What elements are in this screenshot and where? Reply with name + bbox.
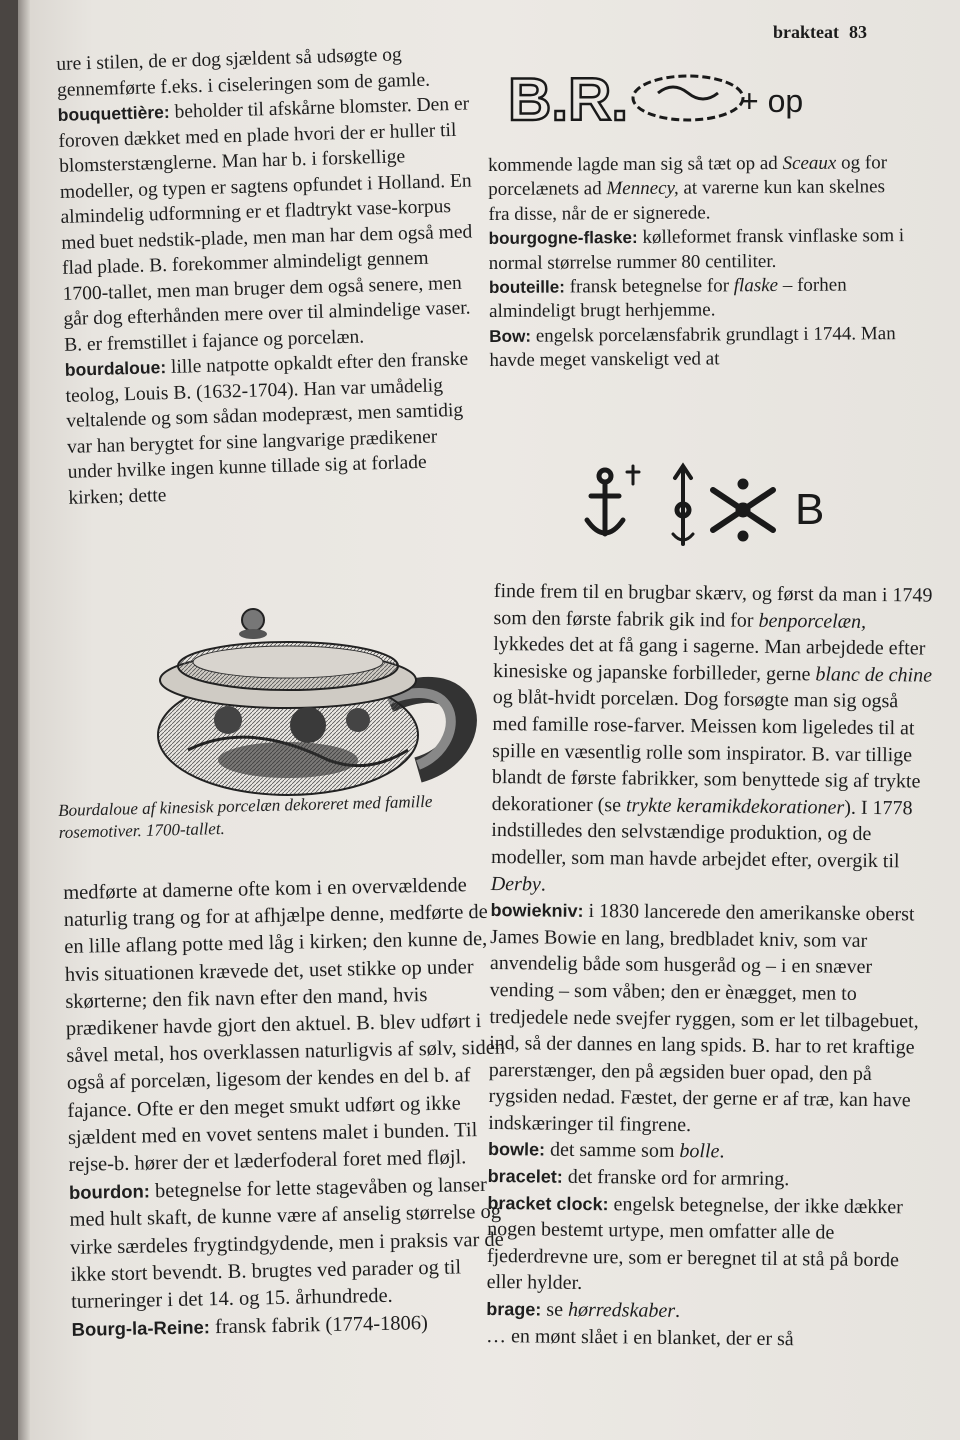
- entry-term: bourdaloue:: [64, 357, 167, 380]
- right-column-bottom: [486, 578, 934, 1354]
- mark-letters: B.R.: [508, 66, 628, 133]
- entry-bouteille: [489, 273, 909, 325]
- entry-text: beholder til afskårne blomster. Den er foroven dækket med en plade hvori der er huller til blomsterstænglerne. Man har b. i forskellige modeller, og typen er sagtens opfundet i Holland. En almindelig udformning er et fladtrykt vase-korpus med buet nedstik-plade, men man har dem også med flad plade. B. forekommer almindeligt gennem 1700-tallet, men man bruger dem også senere, men går dog efterhånden mere over til almindelige vaser. B. er fremstillet i fajance og porcelæn.: [58, 93, 473, 356]
- running-header: [773, 22, 867, 43]
- text-run: og for porcelænets ad: [488, 152, 888, 201]
- right-column-top: [488, 151, 910, 374]
- left-column-top: [56, 40, 481, 510]
- text-run: kommende lagde man sig så tæt op ad: [488, 152, 783, 176]
- text-run: at varerne kun kan skelnes fra disse, når de er signerede.: [488, 176, 886, 225]
- entry-continuation: ure i stilen, de er dog sjældent så udsøgte og gennemførte f.eks. i ciseleringen som de gamle.: [56, 44, 431, 101]
- left-column-bottom: [63, 872, 512, 1345]
- book-page: [18, 0, 960, 1440]
- entry-text: lille natpotte opkaldt efter den franske teolog, Louis B. (1632-1704). Han var umådelig veltalende og som sådan modepræst, men samtidig var han berygtet for sine langvarige prædikener under hvilke ingen kunne tillade sig at forlade kirken; dette: [65, 348, 469, 509]
- entry-brage: [486, 1296, 926, 1327]
- entry-text: i 1830 lancerede den amerikanske oberst James Bowie en lang, bredbladet kniv, som var anvendelig både som husgeråd og – i en snæver vending – som våben; den er ènægget, men to tredjedele nede svejfer ryggen, som er let tilbagebuet, ind, så der dannes en lang spids. B. har to ret kraftige parerstænger, den på ægsiden buer opad, den på rygsiden nedad. Fæstet, der gerne er af træ, kan have indskæringer til fingrene.: [488, 900, 919, 1136]
- entry-continuation: [488, 151, 909, 227]
- factory-mark-br: [508, 58, 828, 138]
- entry-term: bouquettière:: [57, 101, 171, 125]
- bow-factory-marks: [583, 462, 843, 552]
- text-run: lykkedes det at få gang i sagerne. Man arbejdede efter kinesiske og japanske forbilleder, gerne: [492, 633, 926, 686]
- entry-term: bowle:: [487, 1139, 546, 1161]
- text-run: ). I 1778 indstilledes den selvstændige produktion, og de modeller, som man havde arbejdet efter, overgik til: [490, 796, 913, 873]
- text-run: .: [719, 1140, 725, 1163]
- italic-run: Sceaux: [782, 152, 837, 174]
- entry-text: kølleformet fransk vinflaske som i normal størrelse rummer 80 centiliter.: [488, 225, 905, 274]
- entry-term: bourdon:: [68, 1180, 151, 1204]
- italic-run: flaske: [733, 275, 779, 297]
- entry-text: det franske ord for armring.: [562, 1165, 790, 1191]
- bow-mark-letter: B: [795, 485, 825, 534]
- mark-suffix: + op: [740, 83, 804, 119]
- text-run: .: [540, 873, 546, 896]
- page-gutter: [18, 0, 30, 1440]
- entry-continuation: [491, 578, 934, 902]
- italic-run: benporcelæn,: [758, 609, 867, 633]
- entry-brakteat-partial: … en mønt slået i en blanket, der er så: [485, 1324, 794, 1350]
- italic-run: bolle: [679, 1140, 720, 1163]
- italic-run: blanc de chine: [815, 663, 933, 687]
- entry-bourgogne-flaske: [489, 224, 909, 276]
- text-run: og blåt-hvidt porcelæn. Dog forsøgte man sig også med famille rose-farver. Meissen kom ligeledes til at spille en væsentlig rolle som inspirator. B. var tillige blandt de første fabrikker, som benyttede sig af trykte dekorationer (se: [491, 686, 921, 817]
- entry-bracelet: [488, 1163, 928, 1194]
- illustration-caption: Bourdaloue af kinesisk porcelæn dekoreret med famille rosemotiver. 1700-tallet.: [58, 791, 433, 842]
- entry-term: bracelet:: [487, 1166, 563, 1187]
- text-run: .: [674, 1299, 681, 1323]
- text-run: fransk betegnelse for: [564, 275, 734, 298]
- italic-run: hørredskaber: [567, 1298, 676, 1322]
- text-run: det samme som: [544, 1139, 680, 1163]
- entry-term: Bourg-la-Reine:: [71, 1316, 211, 1341]
- entry-term: bouteille:: [488, 277, 565, 298]
- header-word: brakteat: [773, 22, 839, 42]
- italic-run: Derby: [490, 872, 541, 896]
- entry-text: engelsk porcelænsfabrik grundlagt i 1744. Man havde meget vanskeligt ved at: [489, 323, 896, 372]
- entry-term: brage:: [486, 1298, 542, 1320]
- entry-bowiekniv: [488, 897, 930, 1141]
- bourdaloue-illustration: [128, 600, 478, 809]
- entry-term: bowiekniv:: [490, 900, 584, 922]
- entry-text: fransk fabrik (1774-1806): [209, 1312, 429, 1339]
- page-number: 83: [849, 22, 867, 42]
- entry-term: bracket clock:: [487, 1192, 609, 1214]
- italic-run: trykte keramikdekorationer: [625, 794, 845, 819]
- entry-continuation: medførte at damerne ofte kom i en overvældende naturlig trang og for at afhjælpe denne, medførte de en lille aflang potte med låg i kirken; den kunne de, hvis situationen krævede det, uset stikke op under skørterne; den fik navn efter den mand, hvis prædikener havde gjort den aktuel. B. blev udført i såvel metal, hos overklassen naturligvis af sølv, siden også af porcelæn, ligesom der kendes en del b. af fajance. Ofte er den meget smukt udført og ikke sjældent med en vovet sentens malet i bunden. Til rejse-b. hører der et læderfoderal foret med fløjl.: [63, 874, 506, 1176]
- italic-run: Mennecy,: [606, 178, 679, 200]
- entry-bow: [489, 322, 909, 374]
- text-run: – forhen almindeligt brugt herhjemme.: [489, 274, 847, 323]
- entry-bourdon: [69, 1171, 512, 1316]
- entry-term: Bow:: [489, 326, 532, 346]
- text-run: se: [541, 1298, 569, 1321]
- text-run: finde frem til en brugbar skærv, og først da man i 1749 som den første fabrik gik ind for: [493, 579, 933, 632]
- entry-bourdaloue: [65, 346, 481, 510]
- entry-term: bourgogne-flaske:: [488, 228, 638, 249]
- entry-text: engelsk betegnelse, der ikke dækker nogen bestemt urtype, men omfatter alle de fjederdrevne ure, som er beregnet til at stå på borde eller hylder.: [486, 1192, 903, 1295]
- entry-bouquettiere: [57, 91, 476, 357]
- entry-text: betegnelse for lette stagevåben og lanser med hult skaft, de kunne være af anselig størrelse og virke særdeles frygtindgydende, men i praksis var de ikke stort bevendt. B. brugtes ved parader og til turneringer i det 14. og 15. århundrede.: [69, 1174, 505, 1313]
- entry-bracket-clock: [486, 1190, 927, 1301]
